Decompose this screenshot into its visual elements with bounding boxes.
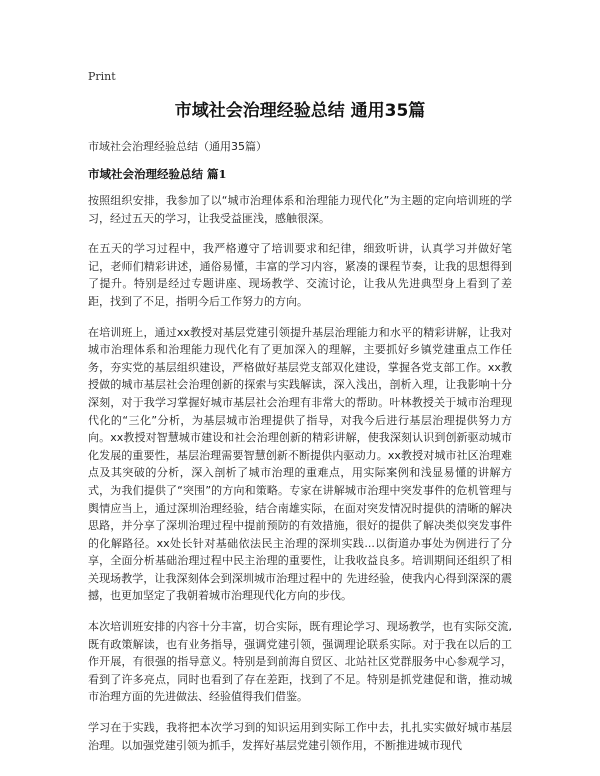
paragraph-4: 本次培训班安排的内容十分丰富，切合实际，既有理论学习、现场教学，也有实际交流,既有政策解读，也有业务指导，强调党建引领，强调理论联系实际。对于我在以后的工作开展，有很强的指导意义。特别是到前海自贸区、北站社区党群服务中心参观学习，看到了许多亮点，同时也看到了存在差距，找到了不足。特别是抓党建促和谐，推动城市治理方面的先进做法、经验值得我们借鉴。 bbox=[88, 620, 512, 704]
section-heading: 市域社会治理经验总结 篇1 bbox=[88, 167, 227, 181]
document-title: 市域社会治理经验总结 通用35篇 bbox=[174, 101, 426, 121]
paragraph-3: 在培训班上，通过xx教授对基层党建引领提升基层治理能力和水平的精彩讲解，让我对城市治理体系和治理能力现代化有了更加深入的理解，主要抓好乡镇党建重点工作任务，夯实党的基层组织建设，严格做好基层党支部双化建设，掌握各党支部工作。xx教授做的城市基层社会治理创新的探索与实践解读，深入浅出，剖析入理，让我影响十分深刻，对于我学习掌握好城市基层社会治理有非常大的帮助。叶林教授关于城市治理现代化的“三化”分析，为基层城市治理提供了指导，对我今后进行基层治理提供努力方向。xx教授对智慧城市建设和社会治理创新的精彩讲解，使我深刻认识到创新驱动城市化发展的重要性，基层治理需要智慧创新不断提供内驱动力。xx教授对城市社区治理难点及其突破的分析，深入剖析了城市治理的重难点，用实际案例和浅显易懂的讲解方式，为我们提供了“突围”的方向和策略。专家在讲解城市治理中突发事件的危机管理与舆情应当上，通过深圳治理经验，结合南雄实际，在面对突发情况时提供的清晰的解决思路，并分享了深圳治理过程中提前预防的有效措施，很好的提供了解决类似突发事件的化解路径。xx处长针对基础依法民主治理的深圳实践...以街道办事处为例进行了分享，全面分析基础治理过程中民主治理的重要性，让我收益良多。培训期间还组织了相关现场教学，让我深刻体会到深圳城市治理过程中的 先进经验，使我内心得到深深的震撼，也更加坚定了我朝着城市治理现代化方向的步伐。 bbox=[88, 325, 512, 603]
document-subtitle: 市域社会治理经验总结（通用35篇） bbox=[88, 140, 267, 153]
paragraph-5: 学习在于实践，我将把本次学习到的知识运用到实际工作中去，扎扎实实做好城市基层治理。以加强党建引领为抓手，发挥好基层党建引领作用，不断推进城市现代 bbox=[88, 721, 512, 752]
print-link[interactable]: Print bbox=[88, 70, 116, 83]
paragraph-1: 按照组织安排，我参加了以“城市治理体系和治理能力现代化”为主题的定向培训班的学习，经过五天的学习，让我受益匪浅，感触很深。 bbox=[88, 194, 512, 225]
paragraph-2: 在五天的学习过程中，我严格遵守了培训要求和纪律，细致听讲，认真学习并做好笔记，老师们精彩讲述，通俗易懂，丰富的学习内容，紧凑的课程节奏，让我的思想得到了提升。特别是经过专题讲座、现场教学、交流讨论，让我从先进典型身上看到了差距，找到了不足，指明今后工作努力的方向。 bbox=[88, 242, 512, 308]
